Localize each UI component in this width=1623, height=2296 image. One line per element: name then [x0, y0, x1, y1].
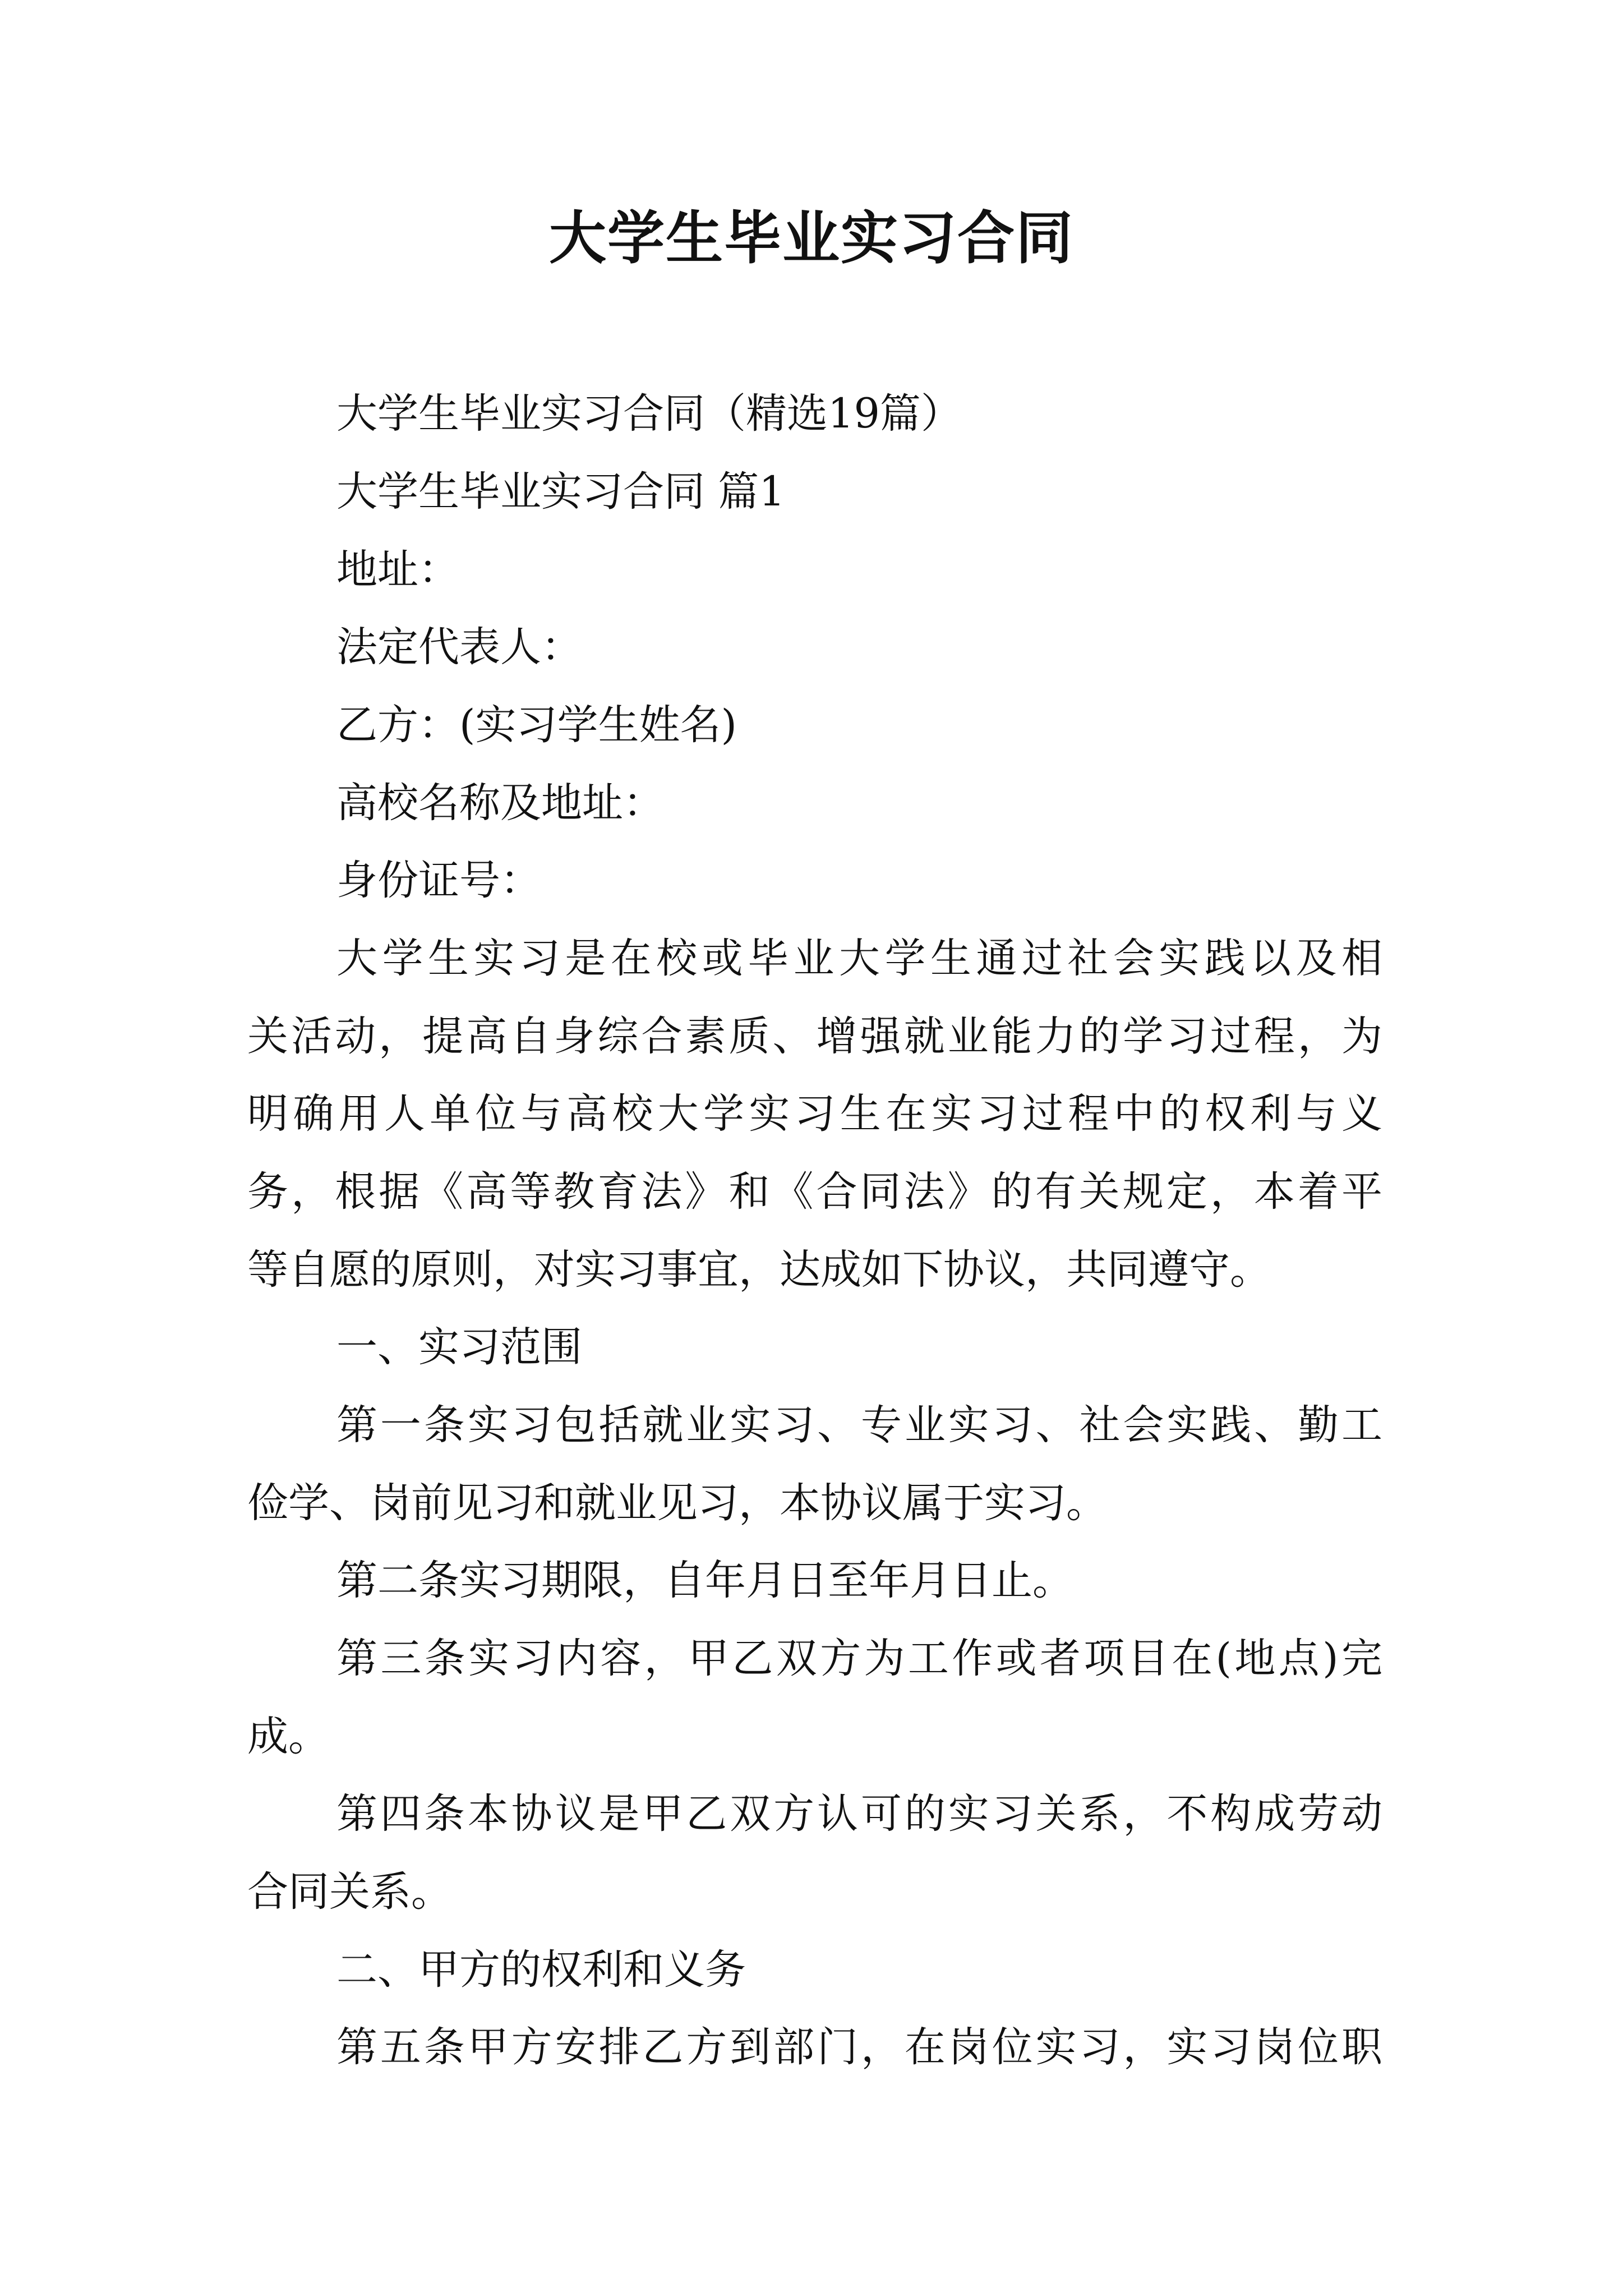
article-four-line: 第四条本协议是甲乙双方认可的实习关系，不构成劳动 [336, 1790, 1382, 1838]
document-subtitle: 大学生毕业实习合同（精选19篇） [336, 390, 962, 438]
intro-paragraph-line: 务，根据《高等教育法》和《合同法》的有关规定，本着平 [247, 1168, 1382, 1216]
intro-paragraph-line: 关活动，提高自身综合素质、增强就业能力的学习过程，为 [247, 1013, 1382, 1060]
article-five-line: 第五条甲方安排乙方到部门，在岗位实习，实习岗位职 [336, 2023, 1382, 2071]
intro-paragraph-line: 等自愿的原则，对实习事宜，达成如下协议，共同遵守。 [247, 1246, 1271, 1294]
part-one-heading: 一、实习范围 [336, 1323, 582, 1371]
article-three-line: 第三条实习内容，甲乙双方为工作或者项目在(地点)完 [336, 1635, 1382, 1682]
document-title: 大学生毕业实习合同 [549, 205, 1074, 272]
id-number-field: 身份证号： [336, 857, 541, 904]
school-field: 高校名称及地址： [336, 779, 664, 827]
intro-paragraph-line: 明确用人单位与高校大学实习生在实习过程中的权利与义 [247, 1090, 1382, 1138]
intro-paragraph-line: 大学生实习是在校或毕业大学生通过社会实践以及相 [336, 935, 1382, 982]
section-heading: 大学生毕业实习合同 篇1 [336, 468, 785, 516]
address-field: 地址： [336, 546, 459, 593]
article-four-line: 合同关系。 [247, 1868, 452, 1916]
part-two-heading: 二、甲方的权利和义务 [336, 1946, 746, 1994]
article-two: 第二条实习期限，自年月日至年月日止。 [336, 1557, 1073, 1604]
article-three-line: 成。 [247, 1713, 329, 1760]
article-one-line: 第一条实习包括就业实习、专业实习、社会实践、勤工 [336, 1401, 1382, 1449]
party-b-field: 乙方：(实习学生姓名) [336, 701, 737, 749]
article-one-line: 俭学、岗前见习和就业见习，本协议属于实习。 [247, 1479, 1107, 1527]
legal-representative-field: 法定代表人： [336, 623, 582, 671]
